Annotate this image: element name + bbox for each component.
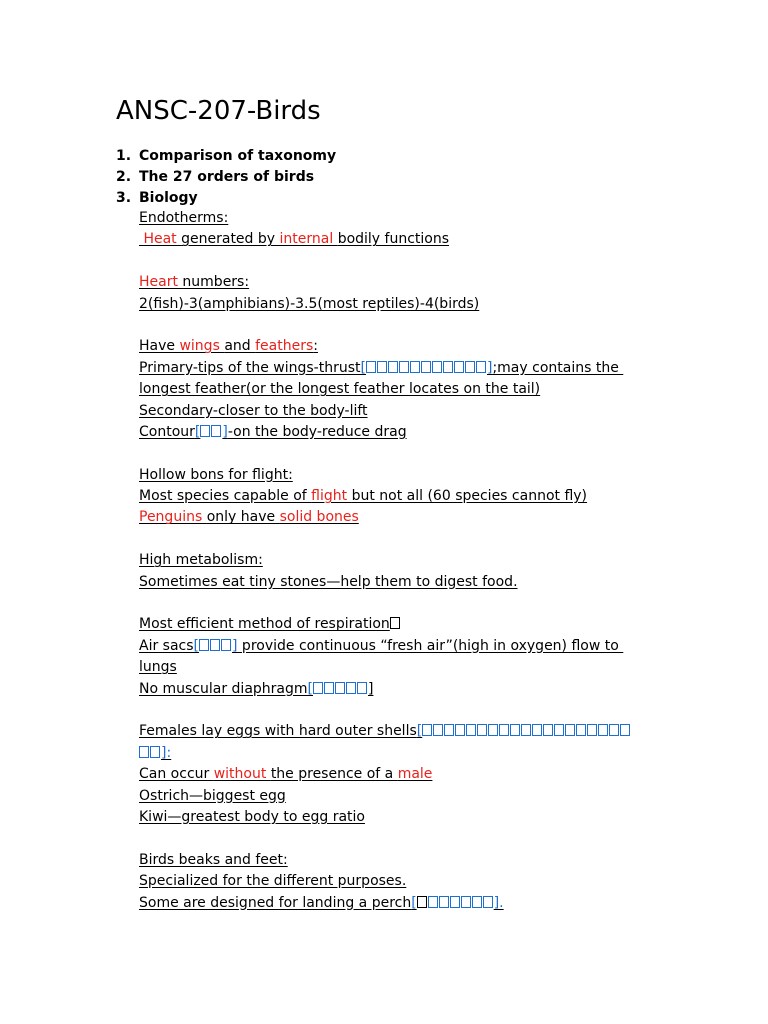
missing-glyph-box xyxy=(554,724,564,736)
missing-glyph-box xyxy=(200,425,210,437)
text-run: lungs xyxy=(139,659,177,676)
missing-glyph-box xyxy=(444,724,454,736)
missing-glyph-box xyxy=(335,682,345,694)
note-line xyxy=(139,807,659,828)
text-run: bodily functions xyxy=(337,231,450,248)
highlighted-text: ] xyxy=(222,423,228,440)
highlighted-text: ] xyxy=(232,637,238,654)
note-line xyxy=(139,208,659,229)
missing-glyph-box xyxy=(410,361,420,373)
missing-glyph-box xyxy=(576,724,586,736)
missing-glyph-box xyxy=(443,361,453,373)
missing-glyph-box xyxy=(499,724,509,736)
missing-glyph-box xyxy=(390,617,400,629)
text-run: Air sacs xyxy=(139,637,194,654)
missing-glyphs xyxy=(199,638,232,654)
list-item-text: Comparison of taxonomy xyxy=(139,148,337,164)
highlighted-text: internal xyxy=(279,231,338,248)
missing-glyph-box xyxy=(324,682,334,694)
missing-glyph-box xyxy=(465,361,475,373)
note-line xyxy=(139,507,659,528)
text-run: Most species capable of xyxy=(139,488,312,505)
blank-line xyxy=(139,251,659,272)
text-run: and xyxy=(224,338,256,355)
missing-glyph-box xyxy=(211,425,221,437)
missing-glyphs xyxy=(417,895,428,911)
highlighted-text: solid bones xyxy=(279,509,359,526)
highlighted-text: ]. xyxy=(493,894,504,911)
missing-glyph-box xyxy=(454,361,464,373)
text-run: No muscular diaphragm xyxy=(139,680,308,697)
text-run: Ostrich—biggest egg xyxy=(139,787,286,804)
highlighted-text: ]: xyxy=(161,744,172,761)
highlighted-text: flight xyxy=(311,488,352,505)
missing-glyph-box xyxy=(428,896,438,908)
text-run: Specialized for the different purposes. xyxy=(139,873,407,890)
list-item xyxy=(116,167,336,188)
note-line xyxy=(139,636,659,657)
document-title: ANSC-207-Birds xyxy=(116,96,321,126)
text-run: longest feather(or the longest feather locates on the tail) xyxy=(139,381,541,398)
missing-glyph-box xyxy=(366,361,376,373)
highlighted-text: [ xyxy=(411,894,417,911)
missing-glyph-box xyxy=(587,724,597,736)
list-item xyxy=(116,188,336,209)
highlighted-text: [ xyxy=(360,359,366,376)
note-line xyxy=(139,358,659,379)
note-line xyxy=(139,743,659,764)
text-run: Hollow bons for flight: xyxy=(139,466,293,483)
missing-glyph-box xyxy=(422,724,432,736)
missing-glyph-box xyxy=(532,724,542,736)
missing-glyph-box xyxy=(620,724,630,736)
text-run: the presence of a xyxy=(270,766,398,783)
highlighted-text: Heat xyxy=(143,231,182,248)
missing-glyph-box xyxy=(543,724,553,736)
note-line xyxy=(139,871,659,892)
highlighted-text: Heart xyxy=(139,274,183,291)
note-line xyxy=(139,550,659,571)
missing-glyph-box xyxy=(455,724,465,736)
missing-glyph-box xyxy=(432,361,442,373)
text-run: but not all (60 species cannot fly) xyxy=(351,488,588,505)
highlighted-text: male xyxy=(397,766,433,783)
text-run: numbers: xyxy=(182,274,250,291)
text-run: -on the body-reduce drag xyxy=(227,423,407,440)
note-line xyxy=(139,379,659,400)
blank-line xyxy=(139,443,659,464)
highlighted-text: [ xyxy=(416,723,423,740)
highlighted-text: wings xyxy=(179,338,225,355)
missing-glyph-box xyxy=(472,896,482,908)
missing-glyph-box xyxy=(150,746,160,758)
text-run: ;may contains the xyxy=(492,359,624,376)
highlighted-text: without xyxy=(213,766,271,783)
note-line xyxy=(139,572,659,593)
missing-glyph-box xyxy=(421,361,431,373)
highlighted-text: [ xyxy=(194,423,201,440)
highlighted-text: feathers xyxy=(255,338,314,355)
text-run: Can occur xyxy=(139,766,214,783)
note-line xyxy=(139,657,659,678)
note-line xyxy=(139,401,659,422)
text-run: : xyxy=(313,338,318,355)
text-run: ] xyxy=(367,680,374,697)
text-run: Birds beaks and feet: xyxy=(139,851,288,868)
list-number: 3. xyxy=(116,190,132,206)
note-line xyxy=(139,336,659,357)
blank-line xyxy=(139,593,659,614)
missing-glyphs xyxy=(200,424,222,440)
missing-glyphs xyxy=(422,723,631,739)
text-run: Endotherms: xyxy=(139,210,229,226)
missing-glyph-box xyxy=(388,361,398,373)
missing-glyph-box xyxy=(346,682,356,694)
missing-glyph-box xyxy=(313,682,323,694)
text-run: 2(fish)-3(amphibians)-3.5(most reptiles)-4(birds) xyxy=(139,295,480,312)
note-line xyxy=(139,893,659,914)
missing-glyph-box xyxy=(433,724,443,736)
text-run: Kiwi—greatest body to egg ratio xyxy=(139,808,365,825)
missing-glyph-box xyxy=(139,746,149,758)
blank-line xyxy=(139,828,659,849)
text-run: Sometimes eat tiny stones—help them to digest food. xyxy=(139,573,518,590)
missing-glyph-box xyxy=(399,361,409,373)
missing-glyph-box xyxy=(199,639,209,651)
list-number: 1. xyxy=(116,148,132,164)
text-run: Females lay eggs with hard outer shells xyxy=(139,723,417,740)
missing-glyphs xyxy=(390,616,401,632)
note-line xyxy=(139,422,659,443)
missing-glyph-box xyxy=(598,724,608,736)
text-run: Secondary-closer to the body-lift xyxy=(139,402,368,419)
missing-glyph-box xyxy=(476,361,486,373)
biology-notes xyxy=(139,208,659,914)
text-run: Most efficient method of respiration xyxy=(139,616,390,633)
missing-glyphs xyxy=(139,745,161,761)
text-run: Primary-tips of the wings-thrust xyxy=(139,359,361,376)
numbered-list xyxy=(116,146,336,209)
note-line xyxy=(139,679,659,700)
note-line xyxy=(139,786,659,807)
missing-glyph-box xyxy=(510,724,520,736)
highlighted-text: [ xyxy=(193,637,200,654)
missing-glyph-box xyxy=(377,361,387,373)
note-line xyxy=(139,465,659,486)
missing-glyph-box xyxy=(483,896,493,908)
text-run: Contour xyxy=(139,423,195,440)
note-line xyxy=(139,764,659,785)
missing-glyphs xyxy=(366,360,487,376)
missing-glyph-box xyxy=(461,896,471,908)
missing-glyph-box xyxy=(439,896,449,908)
text-run: High metabolism: xyxy=(139,552,263,569)
text-run: generated by xyxy=(181,231,280,248)
missing-glyph-box xyxy=(417,896,427,908)
list-number: 2. xyxy=(116,169,132,185)
note-line xyxy=(139,850,659,871)
missing-glyph-box xyxy=(357,682,367,694)
missing-glyph-box xyxy=(210,639,220,651)
highlighted-text: Penguins xyxy=(139,509,207,526)
list-item xyxy=(116,146,336,167)
blank-line xyxy=(139,700,659,721)
highlighted-text: ] xyxy=(486,359,493,376)
note-line xyxy=(139,272,659,293)
text-run: Have xyxy=(139,338,180,355)
note-line xyxy=(139,614,659,635)
note-line xyxy=(139,486,659,507)
list-item-text: The 27 orders of birds xyxy=(139,169,315,185)
text-run: only have xyxy=(206,509,280,526)
missing-glyphs xyxy=(428,895,494,911)
note-line xyxy=(139,229,659,250)
missing-glyph-box xyxy=(488,724,498,736)
text-run: provide continuous “fresh air”(high in oxygen) flow to xyxy=(237,637,624,654)
missing-glyph-box xyxy=(477,724,487,736)
list-item-text: Biology xyxy=(139,190,198,206)
missing-glyph-box xyxy=(450,896,460,908)
blank-line xyxy=(139,315,659,336)
missing-glyph-box xyxy=(565,724,575,736)
missing-glyph-box xyxy=(521,724,531,736)
note-line xyxy=(139,294,659,315)
missing-glyph-box xyxy=(221,639,231,651)
note-line xyxy=(139,721,659,742)
missing-glyph-box xyxy=(609,724,619,736)
missing-glyphs xyxy=(313,681,368,697)
text-run: Some are designed for landing a perch xyxy=(139,894,412,911)
highlighted-text: [ xyxy=(307,680,313,697)
missing-glyph-box xyxy=(466,724,476,736)
blank-line xyxy=(139,529,659,550)
